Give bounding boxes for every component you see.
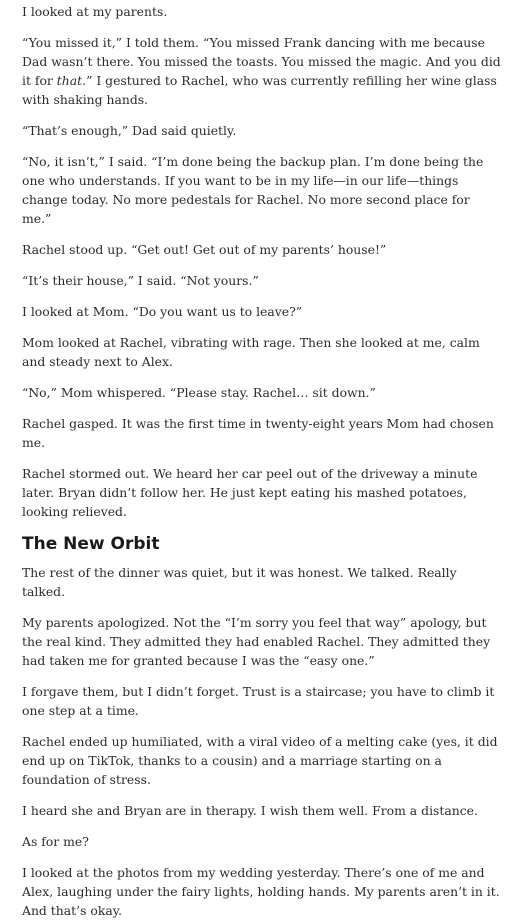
paragraph: Rachel ended up humiliated, with a viral video of a melting cake (yes, it did end up on TikTok, thanks to a cousin) and a marriage starting on a foundation of stress.: [22, 734, 498, 787]
paragraph: Rachel stood up. “Get out! Get out of my parents’ house!”: [22, 242, 387, 257]
paragraph-text: “You missed it,” I told them. “You missed Frank dancing with me because Dad wasn’t there. You missed the toasts. You missed the magic. And you did it for: [22, 35, 501, 88]
section-heading: The New Orbit: [22, 534, 160, 554]
paragraph: I forgave them, but I didn’t forget. Trust is a staircase; you have to climb it one step at a time.: [22, 684, 495, 718]
paragraph: “It’s their house,” I said. “Not yours.”: [22, 273, 259, 288]
paragraph: I looked at Mom. “Do you want us to leave?”: [22, 304, 303, 319]
paragraph: “No,” Mom whispered. “Please stay. Rachel… sit down.”: [22, 385, 376, 400]
paragraph: I looked at my parents.: [22, 4, 168, 19]
paragraph: Mom looked at Rachel, vibrating with rage. Then she looked at me, calm and steady next to Alex.: [22, 335, 480, 369]
paragraph: “That’s enough,” Dad said quietly.: [22, 123, 237, 138]
paragraph: The rest of the dinner was quiet, but it was honest. We talked. Really talked.: [22, 565, 457, 599]
paragraph: Rachel gasped. It was the first time in twenty-eight years Mom had chosen me.: [22, 416, 494, 450]
paragraph: My parents apologized. Not the “I’m sorry you feel that way” apology, but the real kind. They admitted they had enabled Rachel. They admitted they had taken me for granted because I was the “easy one.”: [22, 615, 491, 668]
paragraph: I looked at the photos from my wedding yesterday. There’s one of me and Alex, laughing under the fairy lights, holding hands. My parents aren’t in it. And that’s okay.: [22, 865, 500, 918]
paragraph: [22, 33, 502, 109]
paragraph: Rachel stormed out. We heard her car peel out of the driveway a minute later. Bryan didn’t follow her. He just kept eating his mashed potatoes, looking relieved.: [22, 466, 478, 519]
paragraph: I heard she and Bryan are in therapy. I wish them well. From a distance.: [22, 803, 478, 818]
paragraph: As for me?: [22, 834, 89, 849]
paragraph-text: .” I gestured to Rachel, who was currently refilling her wine glass with shaking hands.: [22, 73, 497, 107]
paragraph: “No, it isn’t,” I said. “I’m done being the backup plan. I’m done being the one who understands. If you want to be in my life—in our life—things change today. No more pedestals for Rachel. No more second place for me.”: [22, 154, 484, 226]
emphasis-text: that: [56, 73, 83, 88]
